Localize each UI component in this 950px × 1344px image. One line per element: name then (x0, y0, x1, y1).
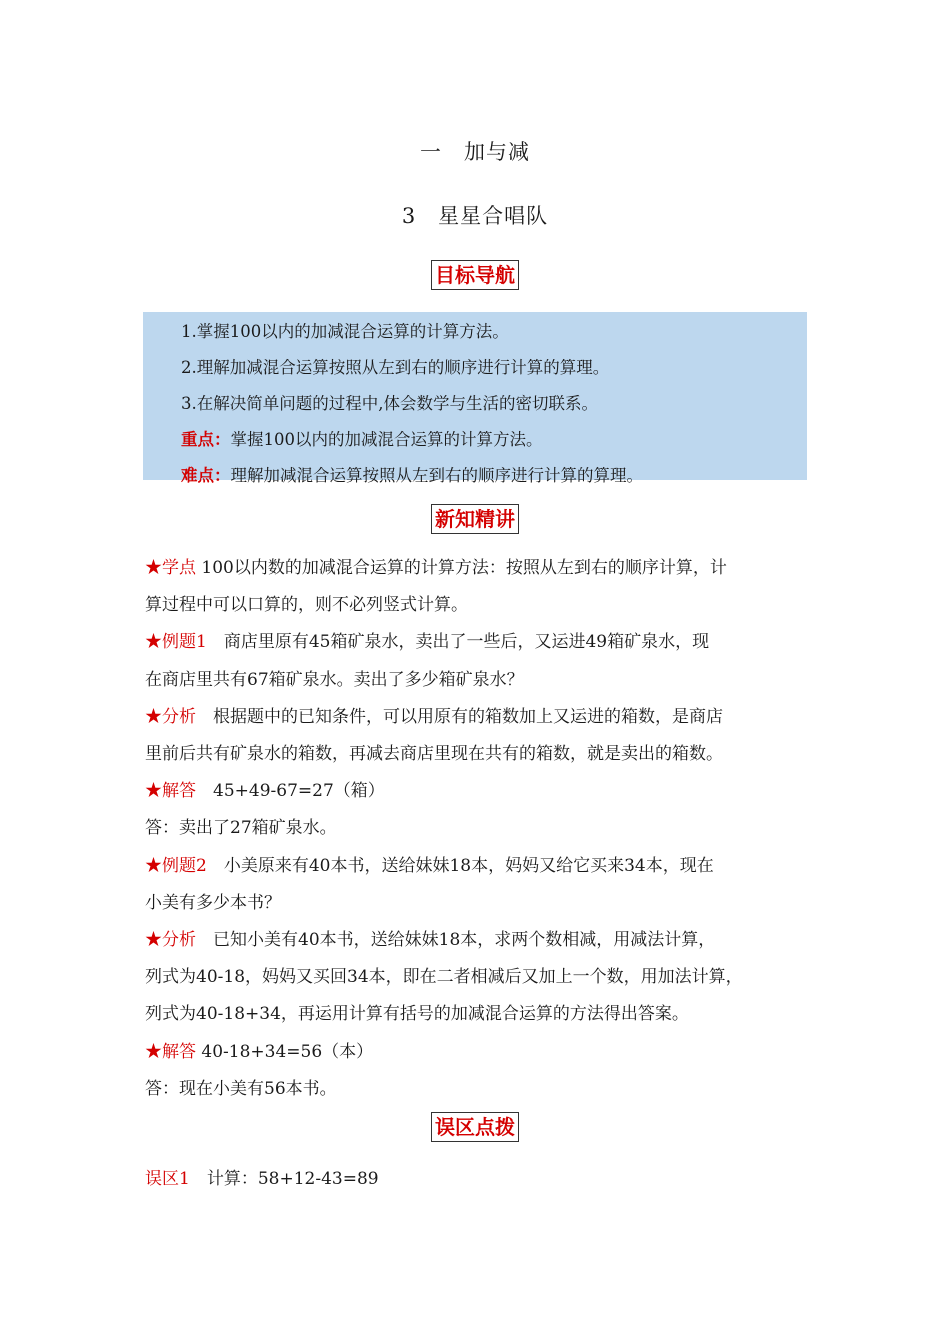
goal-item-1: 1.掌握100以内的加减混合运算的计算方法。 (181, 322, 509, 341)
example-2-label: ★例题2 (145, 855, 207, 876)
example-1-line-1: 商店里原有45箱矿泉水，卖出了一些后，又运进49箱矿泉水，现 (206, 632, 710, 653)
lesson-title: 3 星星合唱队 (401, 204, 549, 228)
mistakes-heading: 误区点拨 (431, 1112, 519, 1142)
solution-1-answer: 答：卖出了27箱矿泉水。 (145, 818, 337, 839)
example-1-label: ★例题1 (145, 632, 207, 653)
solution-2-answer: 答：现在小美有56本书。 (145, 1078, 337, 1099)
example-2-line-1: 小美原来有40本书，送给妹妹18本，妈妈又给它买来34本，现在 (206, 855, 714, 876)
new-knowledge-heading-wrap (0, 504, 950, 534)
solution-1-paragraph (145, 773, 815, 810)
mistakes-heading-wrap (0, 1112, 950, 1142)
xuedian-paragraph (145, 550, 815, 587)
mistake-1-text: 计算：58+12-43=89 (189, 1169, 379, 1189)
analysis-2-label: ★分析 (145, 930, 196, 951)
example-1-paragraph (145, 624, 815, 661)
analysis-2-line-3: 列式为40-18+34，再运用计算有括号的加减混合运算的方法得出答案。 (145, 1004, 689, 1025)
analysis-2-line-2: 列式为40-18，妈妈又买回34本，即在二者相减后又加上一个数，用加法计算， (145, 967, 743, 988)
new-knowledge-heading: 新知精讲 (431, 504, 519, 534)
goals-heading: 目标导航 (431, 260, 519, 290)
xuedian-label: ★学点 (145, 558, 196, 578)
difficult-point (181, 458, 807, 494)
analysis-2-line-1: 已知小美有40本书，送给妹妹18本，求两个数相减，用减法计算， (196, 930, 716, 951)
key-point (181, 422, 807, 458)
key-point-label: 重点： (181, 430, 231, 449)
goals-box (143, 312, 807, 485)
solution-2-paragraph (145, 1034, 815, 1071)
analysis-2-paragraph (145, 922, 815, 959)
xuedian-line-1: 100以内数的加减混合运算的计算方法：按照从左到右的顺序计算，计 (196, 558, 727, 578)
solution-1-line-1: 45+49-67=27（箱） (196, 781, 385, 802)
mistake-1-label: 误区1 (145, 1169, 190, 1189)
goal-item-3: 3.在解决简单问题的过程中,体会数学与生活的密切联系。 (181, 394, 598, 413)
mistake-1 (145, 1164, 379, 1194)
xuedian-line-2: 算过程中可以口算的，则不必列竖式计算。 (145, 595, 468, 616)
example-2-line-2: 小美有多少本书？ (145, 892, 281, 913)
goals-heading-wrap (0, 260, 950, 290)
unit-title: 一 加与减 (420, 140, 530, 164)
analysis-1-paragraph (145, 699, 815, 736)
analysis-1-label: ★分析 (145, 706, 196, 727)
solution-2-line-1: 40-18+34=56（本） (196, 1041, 374, 1062)
goal-item-2: 2.理解加减混合运算按照从左到右的顺序进行计算的算理。 (181, 358, 610, 377)
solution-1-label: ★解答 (145, 781, 196, 802)
solution-2-label: ★解答 (145, 1041, 196, 1062)
difficult-point-label: 难点： (181, 466, 231, 485)
new-knowledge-content (145, 550, 815, 1108)
example-1-line-2: 在商店里共有67箱矿泉水。卖出了多少箱矿泉水？ (145, 669, 524, 690)
difficult-point-text: 理解加减混合运算按照从左到右的顺序进行计算的算理。 (230, 466, 643, 485)
example-2-paragraph (145, 848, 815, 885)
key-point-text: 掌握100以内的加减混合运算的计算方法。 (230, 430, 543, 449)
analysis-1-line-2: 里前后共有矿泉水的箱数，再减去商店里现在共有的箱数，就是卖出的箱数。 (145, 744, 723, 765)
analysis-1-line-1: 根据题中的已知条件，可以用原有的箱数加上又运进的箱数，是商店 (196, 706, 723, 727)
